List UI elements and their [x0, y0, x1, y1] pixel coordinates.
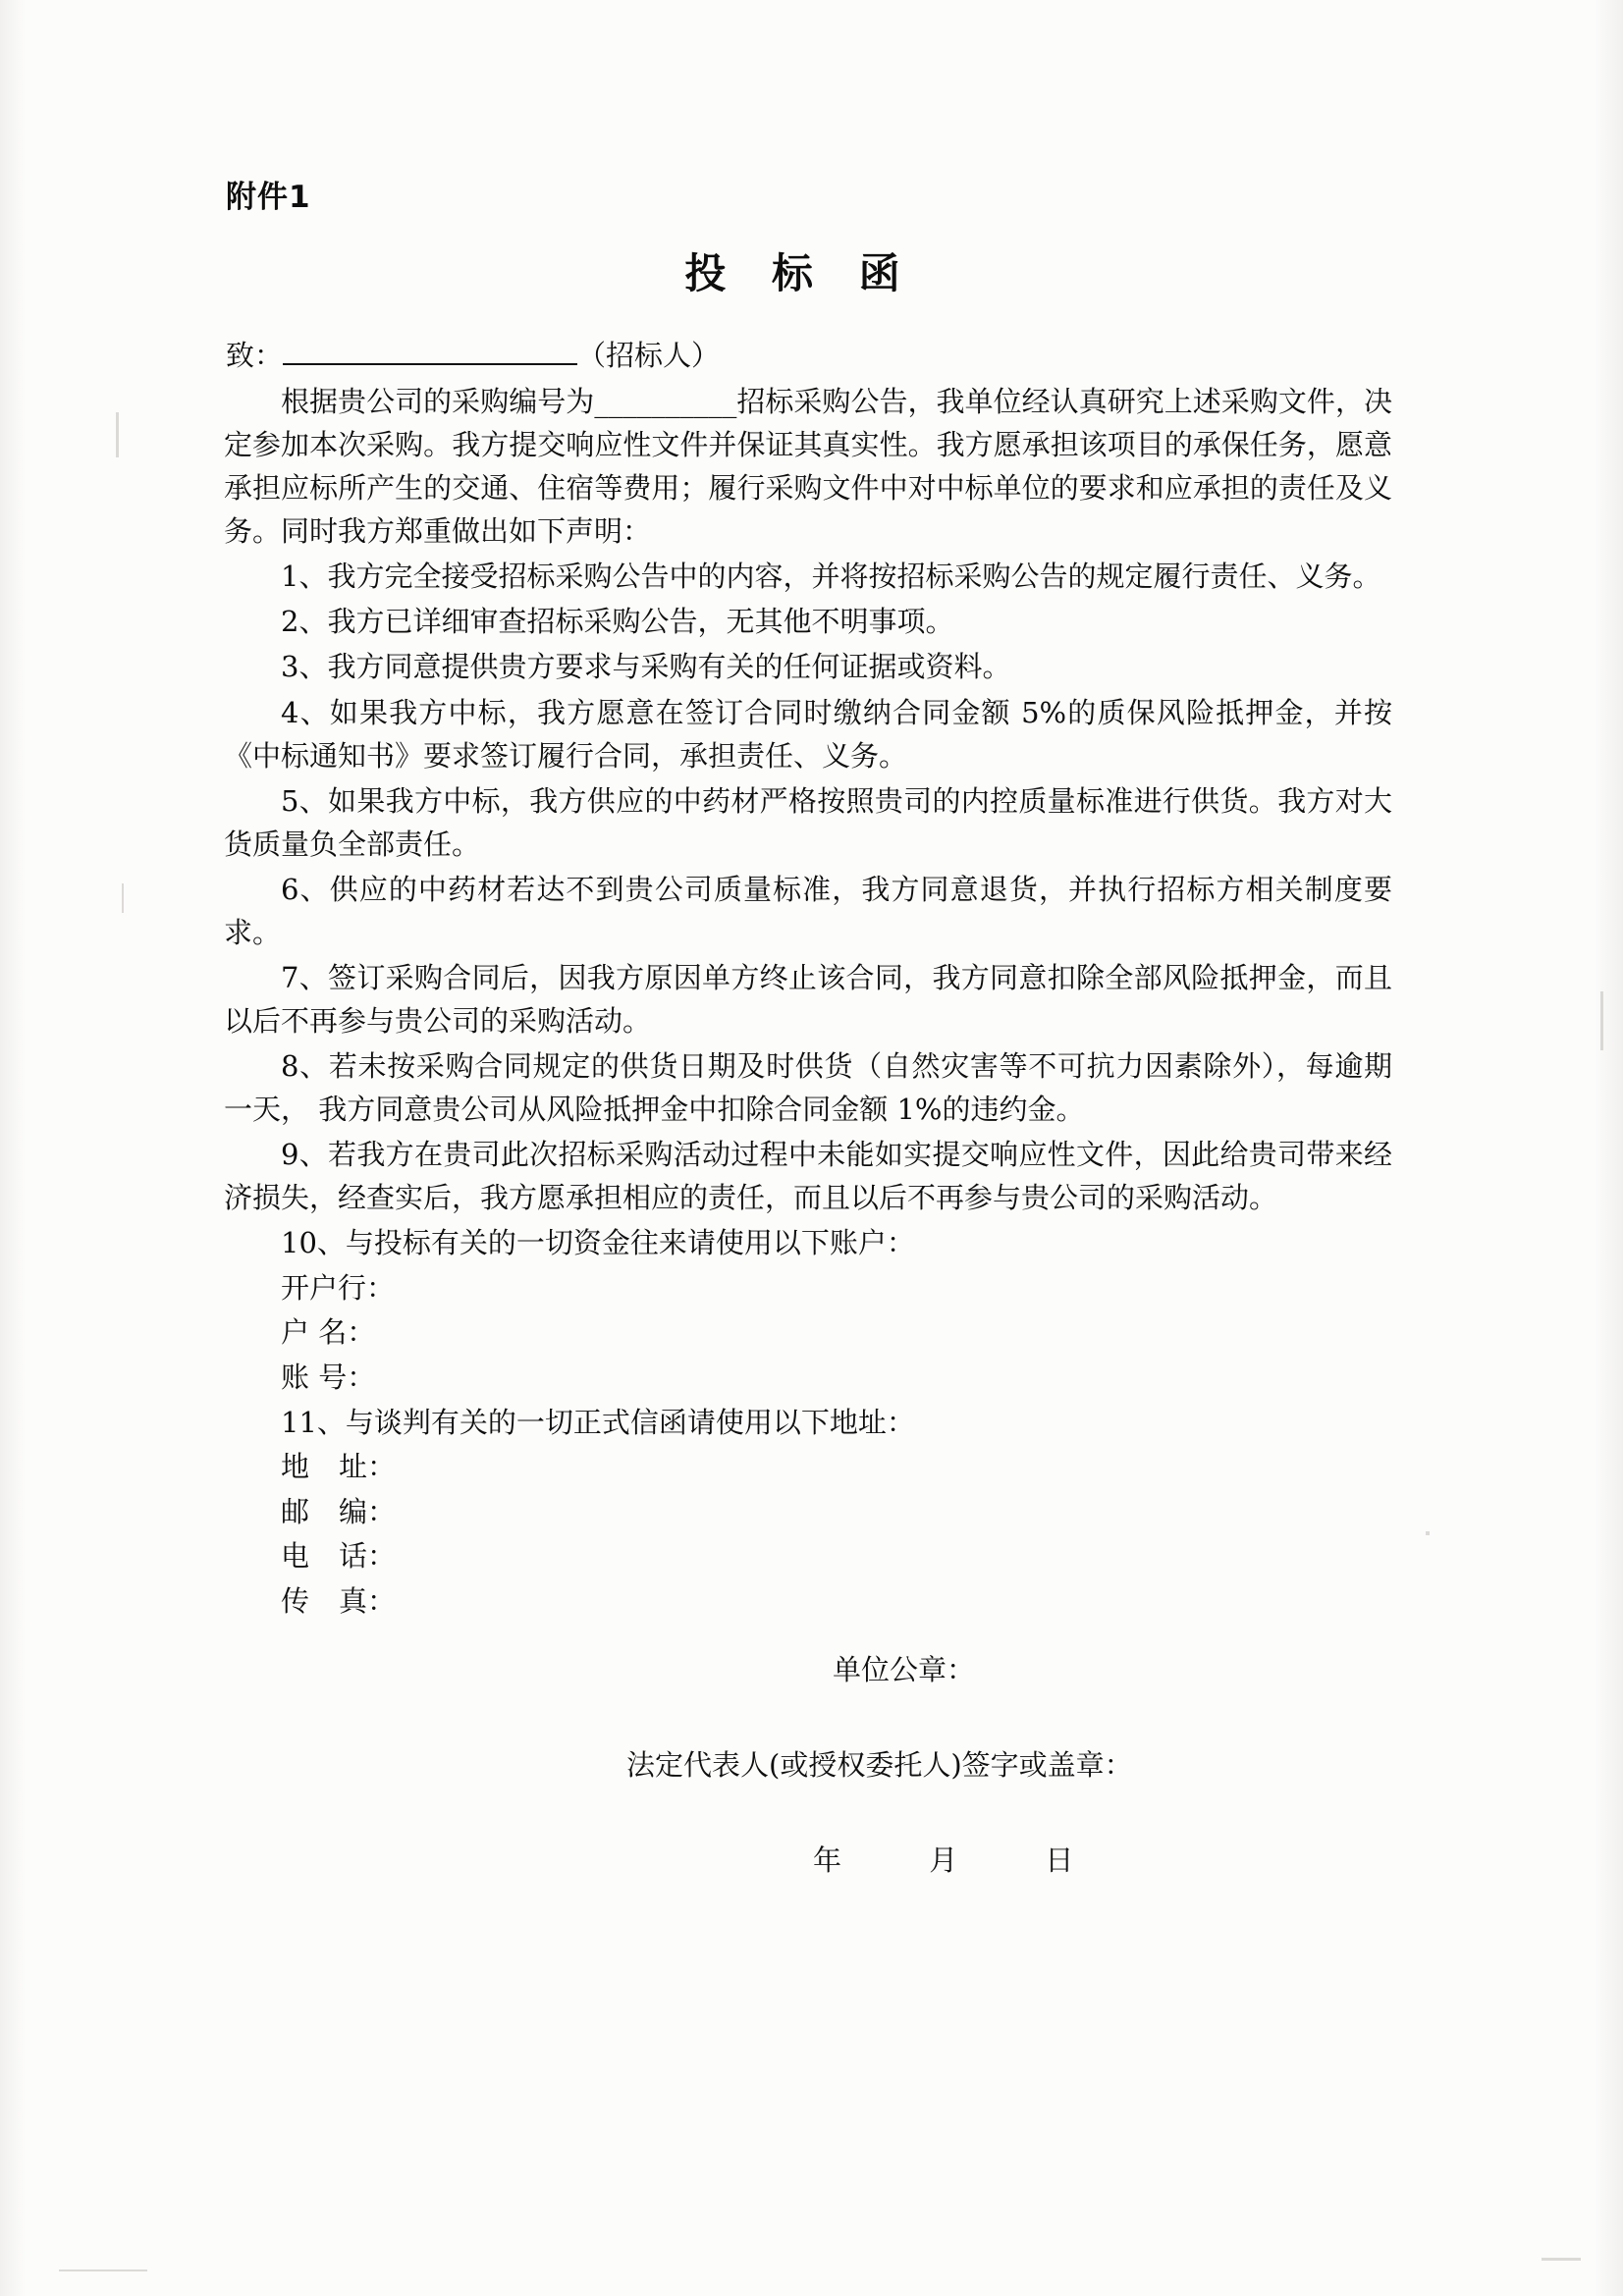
- attachment-label: 附件1: [226, 180, 311, 215]
- field-account-number[interactable]: 账 号：: [281, 1360, 376, 1394]
- paragraph-intro: 根据贵公司的采购编号为__________招标采购公告，我单位经认真研究上述采购文件，决定参加本次采购。我方提交响应性文件并保证其真实性。我方愿承担该项目的承保任务，愿意承担应标所产生的交通、住宿等费用；履行采购文件中对中标单位的要求和应承担的责任及义务。同时我方郑重做出如下声明：: [224, 385, 1392, 549]
- field-postcode-label: 邮: [281, 1494, 340, 1528]
- addressee-label: 致：: [226, 339, 284, 372]
- field-fax-label: 传: [281, 1583, 340, 1618]
- scan-speck: [1600, 991, 1603, 1050]
- field-address[interactable]: [224, 1446, 1392, 1489]
- company-seal-label[interactable]: 单位公章：: [833, 1653, 976, 1687]
- scan-speck: [59, 2269, 147, 2271]
- document-body: [224, 172, 1392, 1879]
- field-postcode-label2: 编: [339, 1494, 368, 1528]
- field-fax-colon: ：: [367, 1583, 397, 1618]
- field-telephone[interactable]: [224, 1535, 1392, 1578]
- scan-speck: [116, 412, 119, 457]
- page-title: 投 标 函: [684, 249, 916, 297]
- clause-3: 3、我方同意提供贵方要求与采购有关的任何证据或资料。: [281, 650, 1011, 684]
- clause-2: 2、我方已详细审查招标采购公告，无其他不明事项。: [281, 605, 954, 639]
- field-address-colon: ：: [367, 1450, 397, 1484]
- clause-4: 4、如果我方中标，我方愿意在签订合同时缴纳合同金额 5%的质保风险抵押金，并按《中标通知书》要求签订履行合同，承担责任、义务。: [224, 695, 1392, 773]
- field-postcode-colon: ：: [367, 1494, 397, 1528]
- addressee-line: [226, 334, 1392, 374]
- clause-7: 7、签订采购合同后，因我方原因单方终止该合同，我方同意扣除全部风险抵押金，而且以后不再参与贵公司的采购活动。: [224, 961, 1392, 1039]
- scan-speck: [1426, 1531, 1430, 1535]
- field-fax[interactable]: [224, 1580, 1392, 1624]
- field-fax-label2: 真: [339, 1583, 368, 1618]
- field-telephone-colon: ：: [367, 1539, 397, 1574]
- clause-11: 11、与谈判有关的一切正式信函请使用以下地址：: [281, 1406, 915, 1440]
- clause-8: 8、若未按采购合同规定的供货日期及时供货（自然灾害等不可抗力因素除外），每逾期一天， 我方同意贵公司从风险抵押金中扣除合同金额 1%的违约金。: [224, 1049, 1392, 1127]
- date-line[interactable]: 年 月 日: [813, 1843, 1113, 1878]
- clause-10: 10、与投标有关的一切资金往来请使用以下账户：: [281, 1226, 915, 1260]
- field-postcode[interactable]: [224, 1491, 1392, 1534]
- scan-edge-right: [1594, 0, 1623, 2296]
- addressee-blank[interactable]: [283, 362, 577, 365]
- legal-representative-signature-label[interactable]: 法定代表人(或授权委托人)签字或盖章：: [626, 1748, 1133, 1783]
- scan-edge-left: [0, 0, 26, 2296]
- clause-6: 6、供应的中药材若达不到贵公司质量标准，我方同意退货，并执行招标方相关制度要求。: [224, 872, 1392, 949]
- field-address-label2: 址: [339, 1450, 368, 1484]
- clause-5: 5、如果我方中标，我方供应的中药材严格按照贵司的内控质量标准进行供货。我方对大货质量负全部责任。: [224, 783, 1392, 861]
- addressee-suffix: （招标人）: [577, 339, 721, 372]
- scan-speck: [122, 883, 124, 913]
- scan-speck: [1542, 2258, 1581, 2261]
- clause-1: 1、我方完全接受招标采购公告中的内容，并将按招标采购公告的规定履行责任、义务。: [281, 560, 1381, 594]
- field-bank-name[interactable]: 开户行：: [281, 1270, 396, 1305]
- field-telephone-label: 电: [281, 1539, 340, 1574]
- field-address-label: 地: [281, 1450, 340, 1484]
- clause-9: 9、若我方在贵司此次招标采购活动过程中未能如实提交响应性文件，因此给贵司带来经济损失，经查实后，我方愿承担相应的责任，而且以后不再参与贵公司的采购活动。: [224, 1138, 1392, 1215]
- field-telephone-label2: 话: [339, 1539, 368, 1574]
- field-account-holder[interactable]: 户 名：: [281, 1315, 376, 1350]
